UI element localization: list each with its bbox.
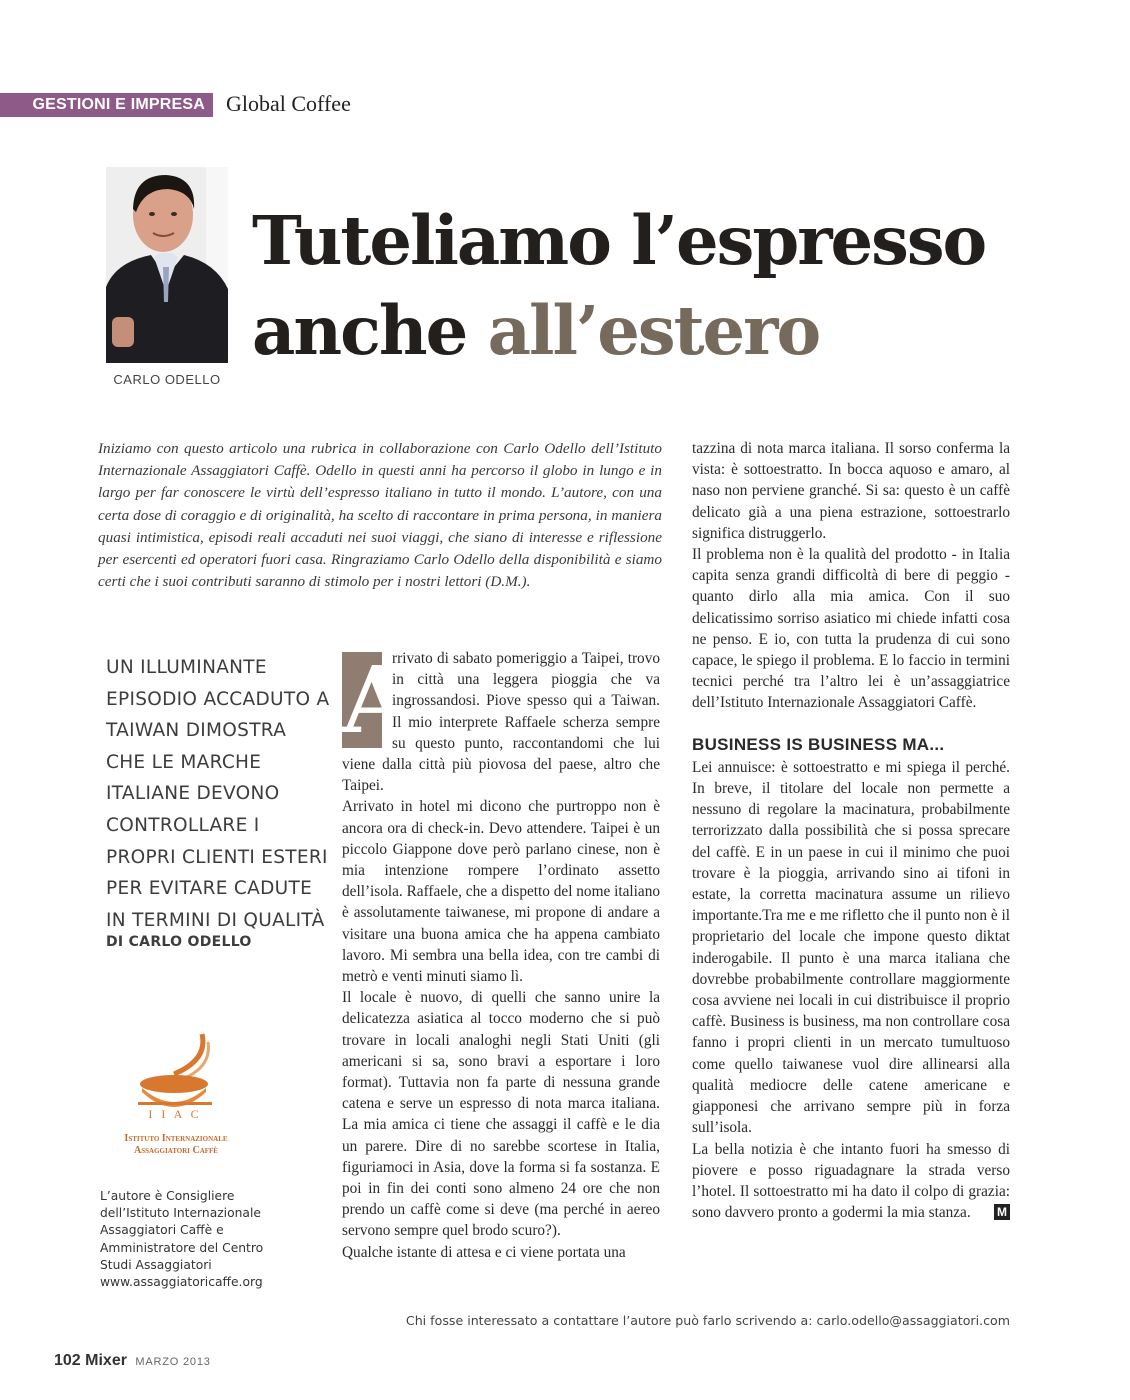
article-column-2 — [692, 438, 1010, 1223]
intro-paragraph: Iniziamo con questo articolo una rubrica in collaborazione con Carlo Odello dell’Istituto Internazionale Assaggiatori Caffè. Odello in questi anni ha percorso il globo in lungo e in largo per far conoscere le virtù dell’espresso italiano in tutto il mondo. L’autore, con una certa dose di coraggio e di originalità, ha scelto di raccontare in prima persona, in maniera quasi intimistica, episodi reali accaduti nei suoi viaggi, che siano di interesse e riflessione per esercenti ed operatori fuori casa. Ringraziamo Carlo Odello della disponibilità e siamo certi che i suoi contributi saranno di stimolo per i nostri lettori (D.M.). — [98, 440, 662, 591]
article-paragraph-start: Qualche istante di attesa e ci viene portata una — [342, 1243, 626, 1261]
article-paragraph: Il locale è nuovo, di quelli che sanno unire la delicatezza asiatica al tocco moderno che si può trovare in locali analoghi negli Stati Uniti (gli americani si sa, sono bravi a esportare i loro format). Tuttavia non fa parte di nessuna grande catena e serve un espresso di nota marca italiana. La mia amica ci tiene che assaggi il caffè e le dia un parere. Dire di no sarebbe scortese in Italia, figuriamoci in Asia, dove la forma si fa sostanza. E poi in fin dei conti sono almeno 24 ore che non prendo un caffè come si deve (ma perché in aereo servono sempre quel brodo scuro?). — [342, 989, 660, 1240]
headline-line2: anche — [252, 291, 488, 370]
author-note-line: L’autore è Consigliere — [100, 1189, 235, 1203]
article-paragraph: Il problema non è la qualità del prodotto - in Italia capita senza grandi difficoltà di bere di peggio - quanto dirlo alla mia amica. Con il suo delicatissimo sorriso asiatico mi chiede infatti cosa ne penso. E io, con tutta la prudenza di cui sono capace, le spiego il problema. E lo faccio in termini tecnici perché tra l’altro lei è un’assaggiatrice dell’Istituto Internazionale Assaggiatori Caffè. — [692, 546, 1010, 712]
article-paragraph: Arrivato in hotel mi dicono che purtroppo non è ancora ora di check-in. Devo attendere. Taipei è un piccolo Giappone dove però parlano cinese, non è mia intenzione rompere l’ordinato assetto dell’isola. Raffaele, che a dispetto del nome italiano è assolutamente taiwanese, mi propone di andare a visitare una buona amica che ha appena cambiato lavoro. Mi sembra una bella idea, con tre cambi di metrò e venti minuti siamo lì. — [342, 798, 660, 986]
section-tag: GESTIONI E IMPRESA — [0, 93, 213, 117]
byline: DI CARLO ODELLO — [106, 934, 252, 950]
page-footer — [54, 1352, 211, 1370]
headline-accent: all’estero — [487, 291, 820, 370]
pull-quote: UN ILLUMINANTE EPISODIO ACCADUTO A TAIWAN DIMOSTRA CHE LE MARCHE ITALIANE DEVONO CONTROLLARE I PROPRI CLIENTI ESTERI PER EVITARE CADUTE IN TERMINI DI QUALITÀ — [106, 657, 330, 931]
subheading: BUSINESS IS BUSINESS MA... — [692, 734, 945, 754]
author-note-line: Assaggiatori Caffè e — [100, 1223, 224, 1238]
article-column-1 — [342, 648, 660, 1263]
author-note-line: Amministratore del Centro — [100, 1240, 264, 1255]
author-note-line: Studi Assaggiatori — [100, 1257, 212, 1272]
author-caption: CARLO ODELLO — [113, 372, 221, 387]
paragraph-text: rrivato di sabato pomeriggio a Taipei, trovo in città una leggera pioggia che va ingrossandosi. Piove spesso qui a Taiwan. Il mio interprete Raffaele scherza sempre su questo punto, raccontandomi che lui viene dalla città più piovosa del paese, altro che Taipei. — [342, 650, 660, 795]
headline-line1: Tuteliamo l’espresso — [252, 201, 986, 280]
article-paragraph-continued: tazzina di nota marca italiana. Il sorso conferma la vista: è sottoestratto. In bocca aquoso e amaro, al naso non perviene granché. Si sa: questo è un caffè delicato già a una piena estrazione, sottoestrarlo significa distruggerlo. — [692, 440, 1010, 542]
iiac-logo — [134, 1030, 216, 1120]
page-number: 102 — [54, 1352, 81, 1369]
coffee-cup-logo-icon — [134, 1030, 216, 1120]
author-photo — [106, 167, 228, 363]
contact-line: Chi fosse interessato a contattare l’autore può farlo scrivendo a: carlo.odello@assaggiatori.com — [405, 1313, 1010, 1328]
article-paragraph — [692, 1139, 1010, 1224]
paragraph-text: La bella notizia è che intanto fuori ha smesso di piovere e posso riguadagnare la strada verso l’hotel. Il sottoestratto mi ha dato il colpo di grazia: sono davvero pronto a godermi la mia stanza. — [692, 1140, 1010, 1222]
author-website[interactable]: www.assaggiatoricaffe.org — [100, 1275, 263, 1290]
headline — [252, 196, 985, 376]
author-note — [100, 1188, 310, 1291]
article-paragraph — [342, 648, 660, 796]
end-mark-icon: M — [994, 1204, 1010, 1220]
iiac-name — [104, 1133, 248, 1157]
issue-date: MARZO 2013 — [135, 1356, 211, 1368]
iiac-name-line1: Istituto Internazionale — [124, 1133, 228, 1144]
drop-cap: A — [342, 646, 414, 754]
section-name: Global Coffee — [226, 91, 351, 116]
author-note-line: dell’Istituto Internazionale — [100, 1206, 261, 1221]
magazine-name: Mixer — [85, 1352, 127, 1369]
article-paragraph: Lei annuisce: è sottoestratto e mi spiega il perché. In breve, il titolare del locale non permette a nessuno di regolare la macinatura, probabilmente terrorizzato dalla possibilità che si possa sprecare del caffè. E in un paese in cui il minimo che puoi trovare è la pioggia, arrivando sino ai tifoni in estate, la corretta macinatura assume un rilievo importante.Tra me e me rifletto che il punto non è il proprietario del locale che impone questo diktat inderogabile. Il punto è una marca italiana che dovrebbe probabilmente controllare maggiormente cosa avviene nei locali in cui distribuisce il proprio caffè. Business is business, ma non controllare cosa fanno i propri clienti in un mercato tumultuoso come quello taiwanese vuol dire allinearsi alla qualità mediocre delle catene americane e giapponesi che arrivano sempre più in forza sull’isola. — [692, 758, 1010, 1137]
author-portrait-icon — [106, 167, 228, 363]
logo-letters: I I A C — [148, 1107, 202, 1121]
iiac-name-line2: Assaggiatori Caffè — [134, 1145, 218, 1156]
